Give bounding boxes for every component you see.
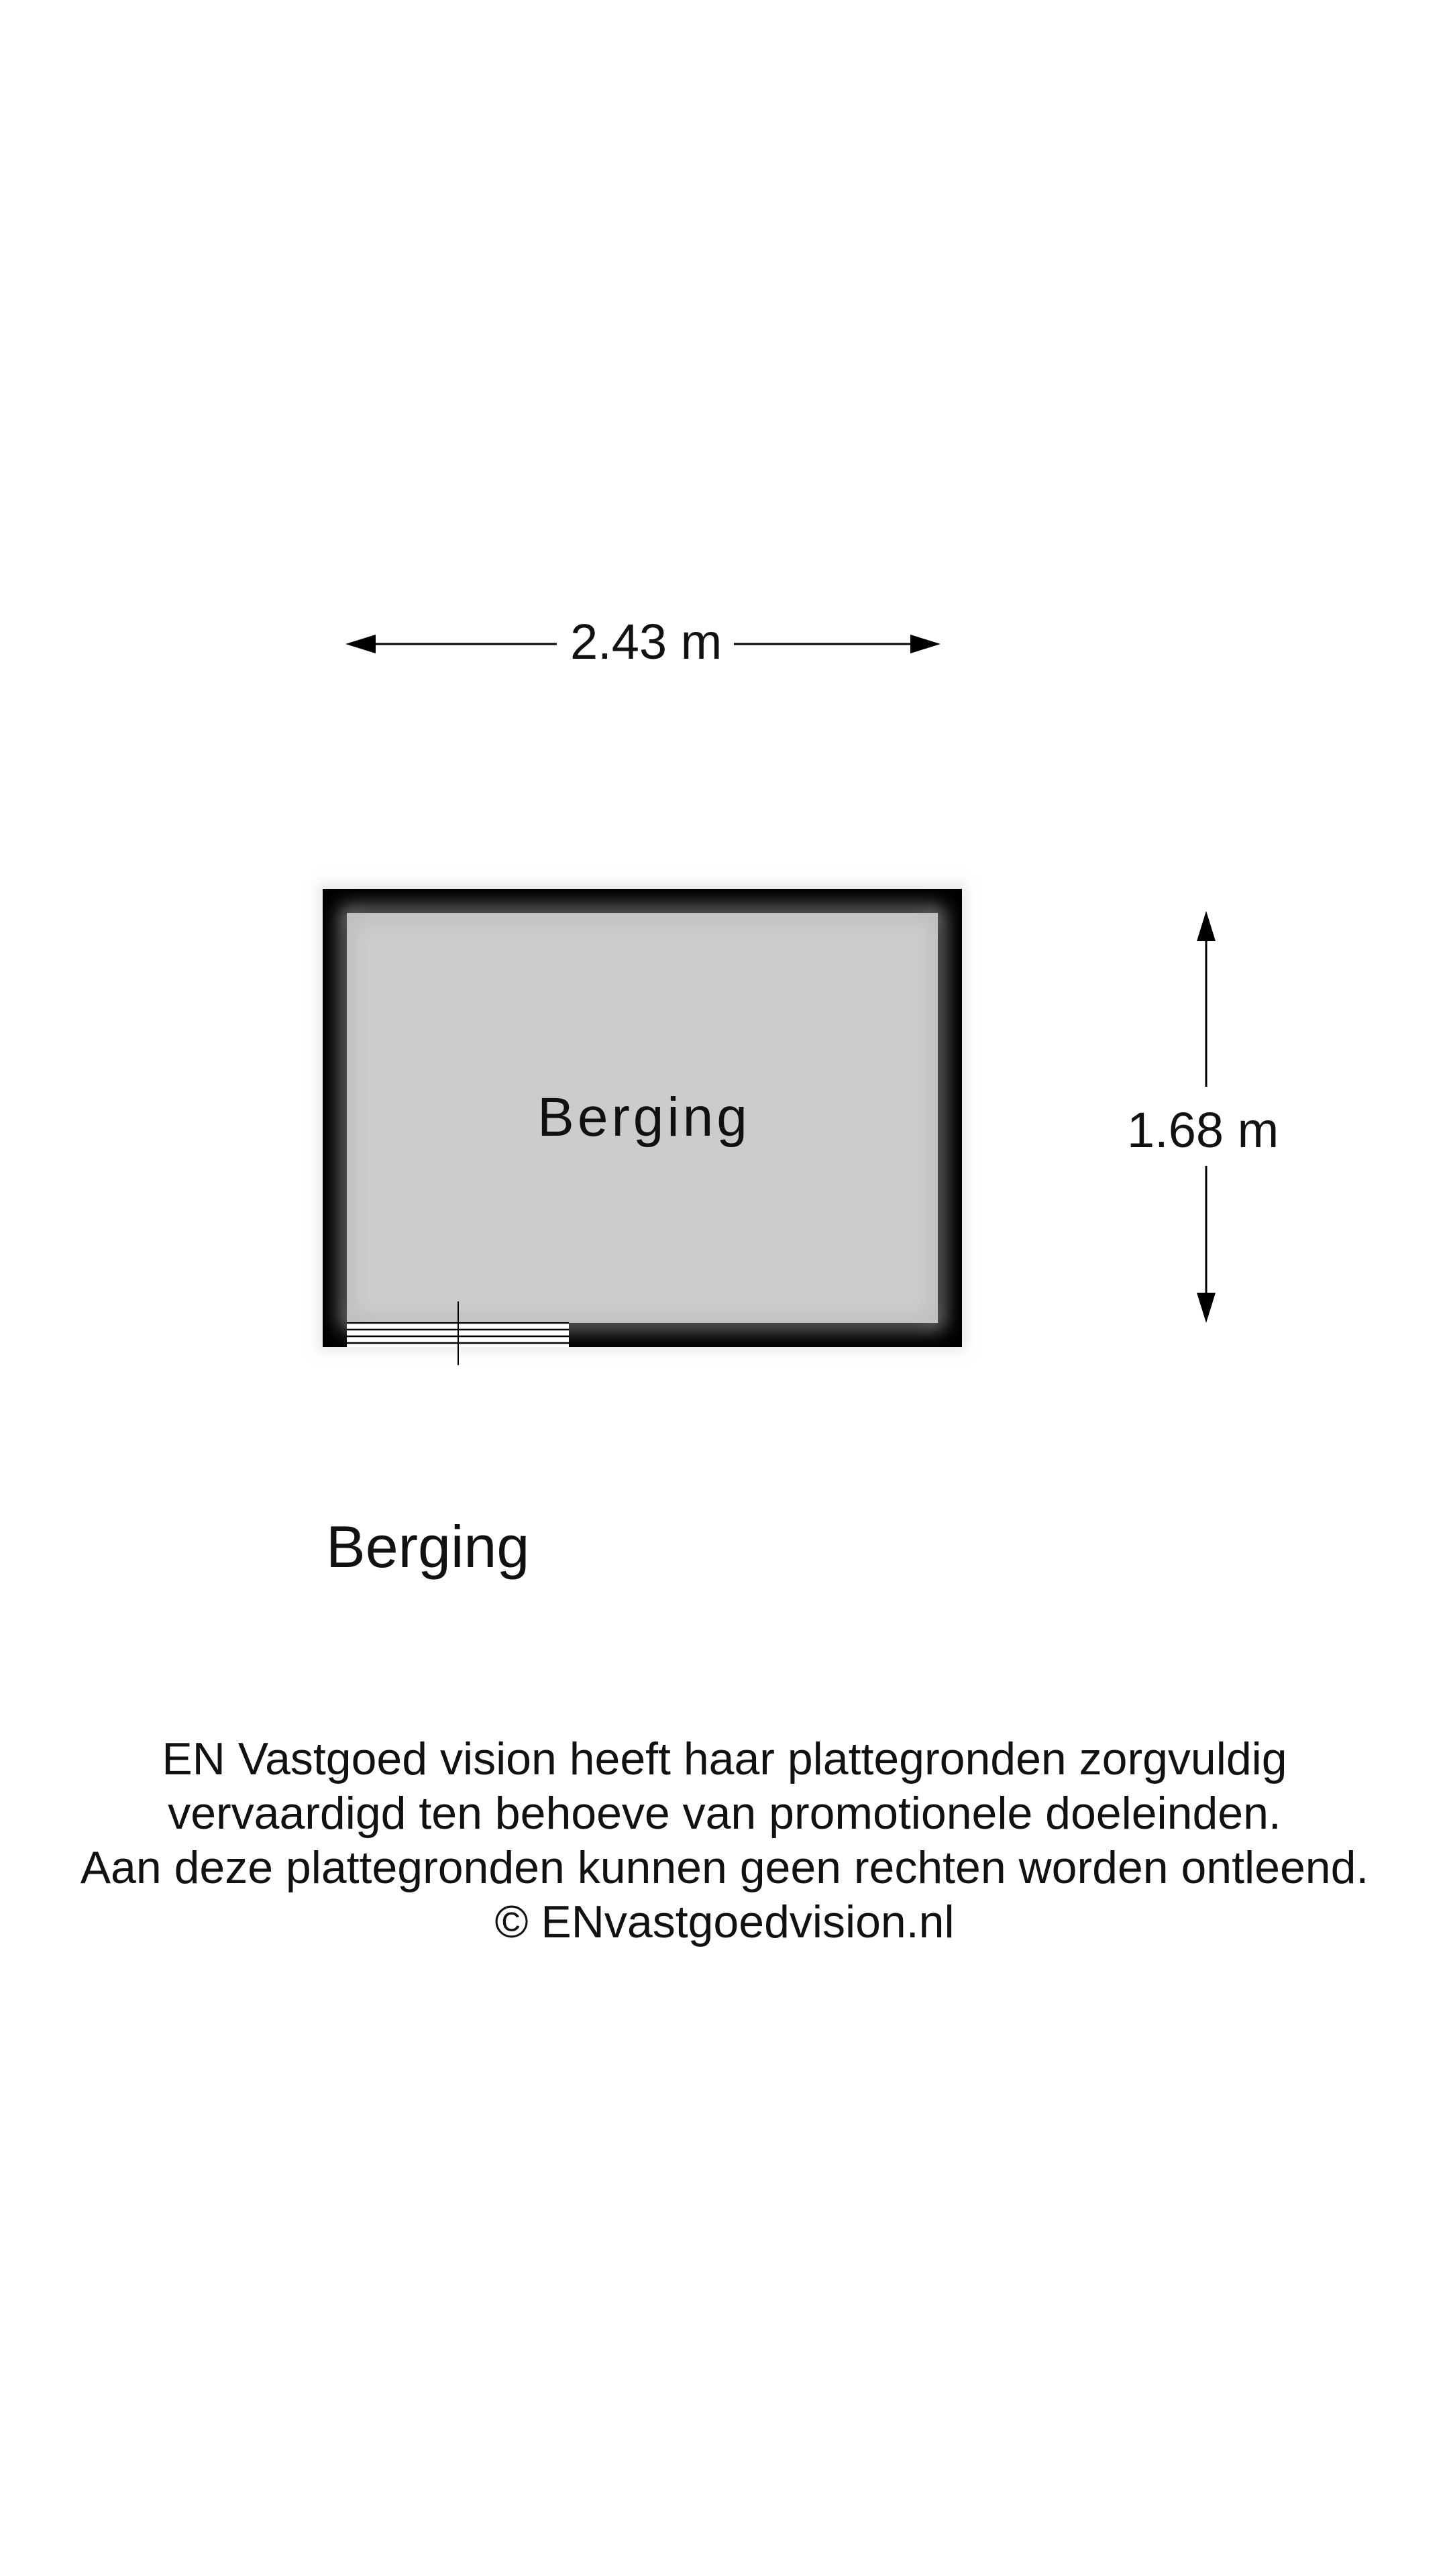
disclaimer-line: vervaardigd ten behoeve van promotionele doeleinden. [168,1788,1281,1839]
room-label: Berging [537,1087,751,1148]
arrow-left-icon [345,635,376,653]
width-dimension-label: 2.43 m [558,617,734,667]
arrow-down-icon [1197,1293,1216,1323]
arrow-up-icon [1197,911,1216,941]
disclaimer-line: Aan deze plattegronden kunnen geen rechten worden ontleend. [80,1842,1369,1893]
copyright-line: © ENvastgoedvision.nl [494,1896,955,1947]
disclaimer [0,1732,1449,1949]
arrow-right-icon [910,635,941,653]
height-dimension-label: 1.68 m [1127,1095,1279,1166]
disclaimer-line: EN Vastgoed vision heeft haar plattegronden zorgvuldig [162,1733,1287,1784]
floor-title: Berging [326,1513,530,1580]
